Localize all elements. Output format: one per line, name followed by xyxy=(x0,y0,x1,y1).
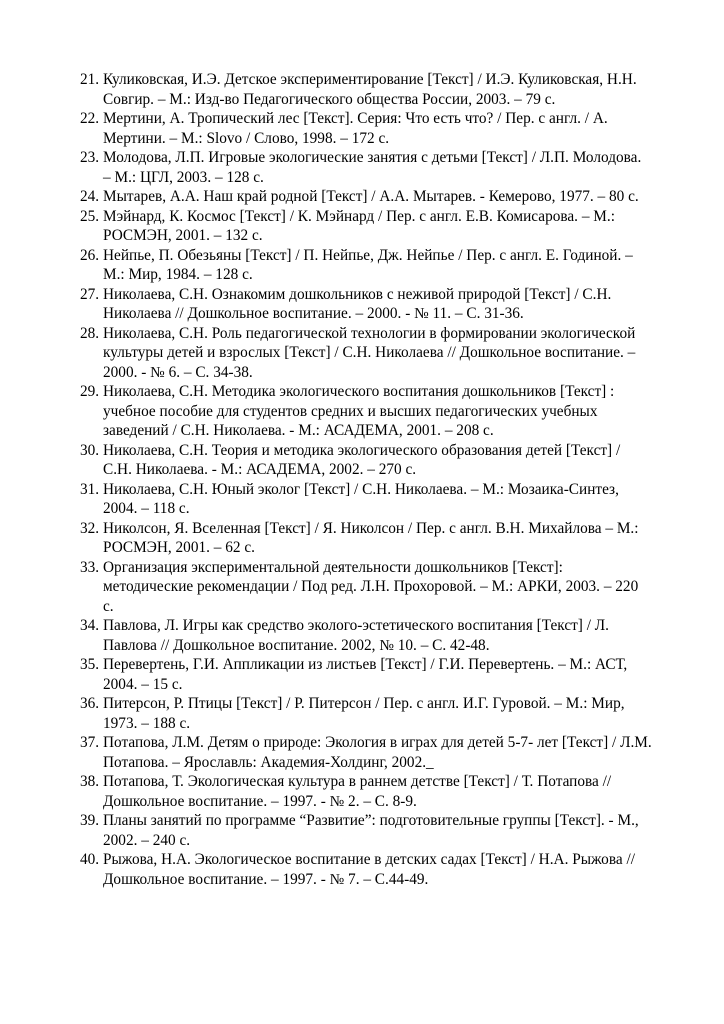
reference-number: 23. xyxy=(80,149,100,166)
reference-item xyxy=(80,70,652,109)
reference-number: 33. xyxy=(80,558,100,576)
reference-item xyxy=(80,285,652,324)
reference-item xyxy=(80,558,652,617)
reference-item xyxy=(80,811,652,850)
reference-text: Николсон, Я. Вселенная [Текст] / Я. Николсон / Пер. с англ. В.Н. Михайлова – М.: РОСМЭН, 2001. – 62 с. xyxy=(103,519,639,556)
reference-text: Куликовская, И.Э. Детское экспериментирование [Текст] / И.Э. Куликовская, Н.Н. Совгир. – М.: Изд-во Педагогического общества России, 2003. – 79 с. xyxy=(103,71,637,108)
reference-item xyxy=(80,519,652,558)
reference-text: Мэйнард, К. Космос [Текст] / К. Мэйнард / Пер. с англ. Е.В. Комисарова. – М.: РОСМЭН, 2001. – 132 с. xyxy=(103,207,615,244)
reference-text: Николаева, С.Н. Теория и методика экологического образования детей [Текст] / С.Н. Николаева. - М.: АСАДЕМА, 2002. – 270 с. xyxy=(103,441,621,478)
reference-item xyxy=(80,655,652,694)
reference-text: Мытарев, А.А. Наш край родной [Текст] / А.А. Мытарев. - Кемерово, 1977. – 80 с. xyxy=(103,188,639,205)
reference-number: 34. xyxy=(80,617,100,634)
reference-list xyxy=(80,70,652,889)
reference-number: 40. xyxy=(80,851,100,868)
reference-number: 26. xyxy=(80,246,100,264)
document-page xyxy=(80,70,652,889)
reference-text: Мертини, А. Тропический лес [Текст]. Серия: Что есть что? / Пер. с англ. / А. Мертини. – М.: Slovo / Слово, 1998. – 172 с. xyxy=(103,110,608,147)
reference-item xyxy=(80,148,652,187)
reference-item xyxy=(80,616,652,655)
reference-text: Перевертень, Г.И. Аппликации из листьев [Текст] / Г.И. Перевертень. – М.: АСТ, 2004. – 15 с. xyxy=(103,656,628,693)
reference-number: 37. xyxy=(80,734,100,751)
reference-item xyxy=(80,441,652,480)
reference-number: 24. xyxy=(80,188,100,205)
reference-number: 29. xyxy=(80,383,100,400)
reference-item xyxy=(80,246,652,285)
reference-text: Павлова, Л. Игры как средство эколого-эстетического воспитания [Текст] / Л. Павлова // Дошкольное воспитание. 2002, № 10. – С. 42-48. xyxy=(103,617,609,654)
reference-text: Рыжова, Н.А. Экологическое воспитание в детских садах [Текст] / Н.А. Рыжова // Дошкольное воспитание. – 1997. - № 7. – С.44-49. xyxy=(103,851,635,888)
reference-number: 32. xyxy=(80,519,100,537)
reference-text: Николаева, С.Н. Роль педагогической технологии в формировании экологической культуры детей и взрослых [Текст] / С.Н. Николаева // Дошкольное воспитание. – 2000. - № 6. – С. 34-38. xyxy=(103,324,636,381)
reference-item xyxy=(80,324,652,383)
reference-item xyxy=(80,187,652,207)
reference-item xyxy=(80,850,652,889)
reference-number: 39. xyxy=(80,812,100,829)
reference-text: Николаева, С.Н. Методика экологического воспитания дошкольников [Текст] : учебное пособие для студентов средних и высших педагогических учебных заведений / С.Н. Николаева. - М.: АСАДЕМА, 2001. – 208 с. xyxy=(103,383,615,439)
reference-number: 28. xyxy=(80,324,100,342)
reference-text: Нейпье, П. Обезьяны [Текст] / П. Нейпье, Дж. Нейпье / Пер. с англ. Е. Годиной. – М.: Мир, 1984. – 128 с. xyxy=(103,246,633,283)
reference-text: Питерсон, Р. Птицы [Текст] / Р. Питерсон / Пер. с англ. И.Г. Гуровой. – М.: Мир, 1973. – 188 с. xyxy=(103,695,625,732)
reference-number: 21. xyxy=(80,71,100,88)
reference-number: 27. xyxy=(80,285,100,303)
reference-item xyxy=(80,694,652,733)
reference-item xyxy=(80,733,652,772)
reference-number: 30. xyxy=(80,441,100,459)
reference-item xyxy=(80,207,652,246)
reference-text: Потапова, Л.М. Детям о природе: Экология в играх для детей 5-7- лет [Текст] / Л.М. Потапова. – Ярославль: Академия-Холдинг, 2002._ xyxy=(103,734,652,771)
reference-item xyxy=(80,772,652,811)
reference-number: 35. xyxy=(80,656,100,673)
reference-text: Потапова, Т. Экологическая культура в раннем детстве [Текст] / Т. Потапова // Дошкольное воспитание. – 1997. - № 2. – С. 8-9. xyxy=(103,773,612,810)
reference-text: Планы занятий по программе “Развитие”: подготовительные группы [Текст]. - М., 2002. – 240 с. xyxy=(103,812,639,849)
reference-number: 25. xyxy=(80,207,100,225)
reference-number: 31. xyxy=(80,480,100,498)
reference-number: 38. xyxy=(80,773,100,790)
reference-item xyxy=(80,480,652,519)
reference-number: 22. xyxy=(80,110,100,127)
reference-text: Николаева, С.Н. Ознакомим дошкольников с неживой природой [Текст] / С.Н. Николаева // Дошкольное воспитание. – 2000. - № 11. – С. 31-36. xyxy=(103,285,612,322)
reference-item xyxy=(80,109,652,148)
reference-item xyxy=(80,382,652,441)
reference-number: 36. xyxy=(80,695,100,712)
reference-text: Николаева, С.Н. Юный эколог [Текст] / С.Н. Николаева. – М.: Мозаика-Синтез, 2004. – 118 с. xyxy=(103,480,619,517)
reference-text: Организация экспериментальной деятельности дошкольников [Текст]: методические рекомендации / Под ред. Л.Н. Прохоровой. – М.: АРКИ, 2003. – 220 с. xyxy=(103,558,639,615)
reference-text: Молодова, Л.П. Игровые экологические занятия с детьми [Текст] / Л.П. Молодова. – М.: ЦГЛ, 2003. – 128 с. xyxy=(103,149,642,186)
